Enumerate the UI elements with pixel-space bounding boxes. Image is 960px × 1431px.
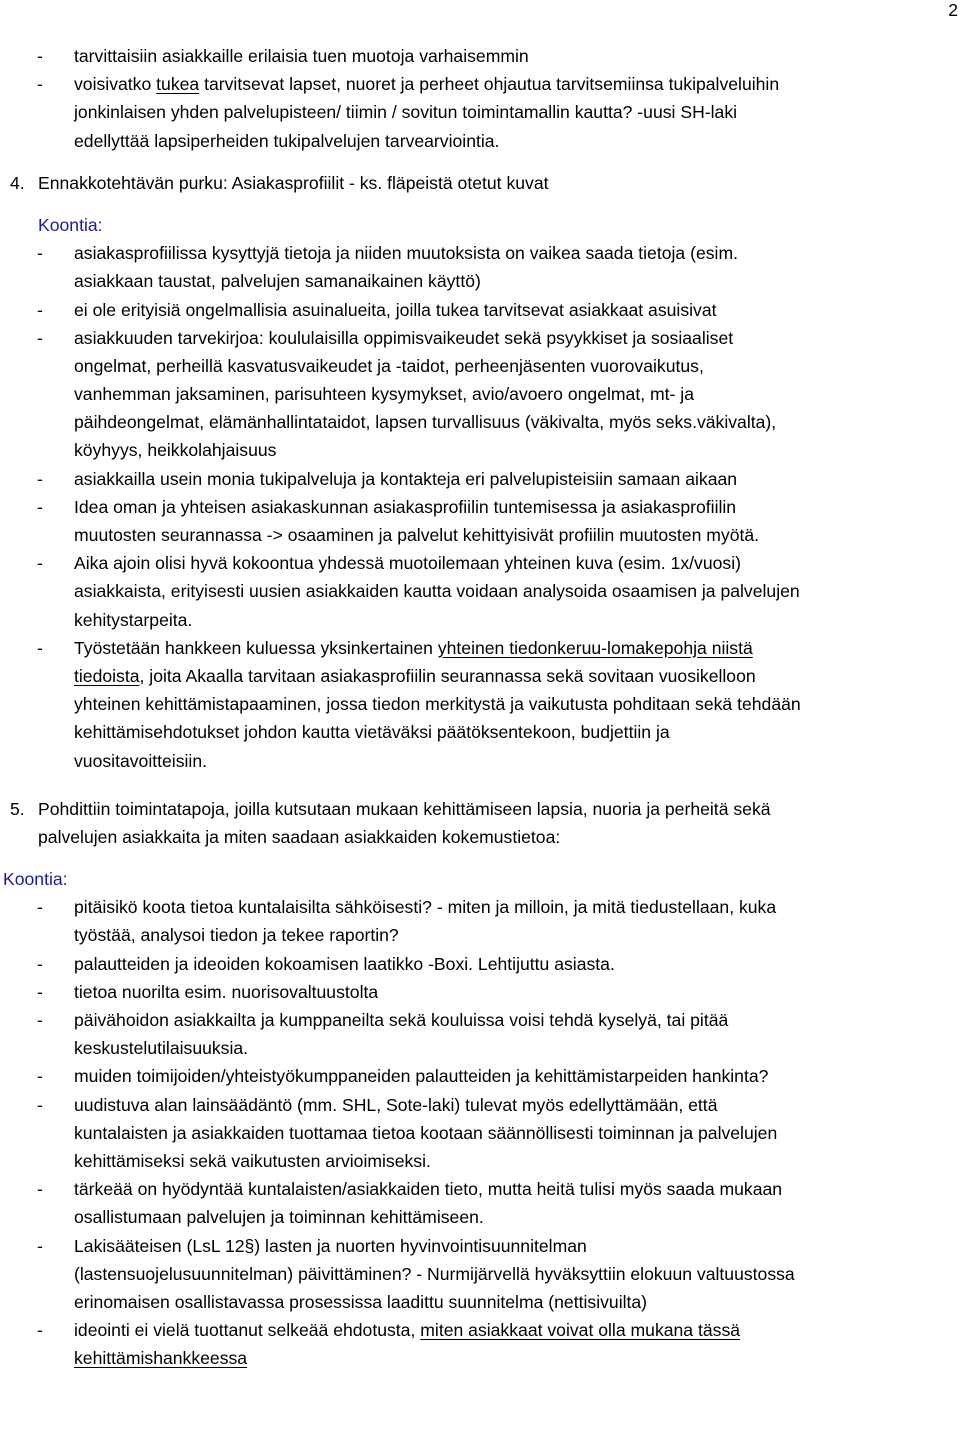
page-number: 2 — [948, 0, 958, 20]
koontia-label: Koontia: — [38, 214, 103, 235]
list-item-continuation: kuntalaisten ja asiakkaiden tuottamaa tietoa kootaan säännöllisesti toiminnan ja palvelujen — [74, 1122, 778, 1143]
list-item — [0, 42, 960, 70]
list-item: - ideointi ei vielä tuottanut selkeää ehdotusta, miten asiakkaat voivat olla mukana tässä — [37, 1320, 741, 1341]
list-item-continuation: tiedoista, joita Akaalla tarvitaan asiakasprofiilin seurannassa sekä sovitaan vuosikelloon — [74, 665, 756, 686]
list-item: - palautteiden ja ideoiden kokoamisen laatikko -Boxi. Lehtijuttu asiasta. — [37, 953, 615, 974]
list-item: - Aika ajoin olisi hyvä kokoontua yhdessä muotoilemaan yhteinen kuva (esim. 1x/vuosi) — [37, 553, 741, 574]
list-item-continuation: keskustelutilaisuuksia. — [74, 1038, 249, 1059]
underlined-text: kehittämishankkeessa — [74, 1348, 248, 1369]
list-item: - asiakkailla usein monia tukipalveluja ja kontakteja eri palvelupisteisiin samaan aikaan — [37, 468, 738, 489]
list-item-continuation: ongelmat, perheillä kasvatusvaikeudet ja -taidot, perheenjäsenten vuorovaikutus, — [74, 355, 704, 376]
section-title: Ennakkotehtävän purku: Asiakasprofiilit - ks. fläpeistä otetut kuvat — [38, 172, 549, 193]
list-item-continuation: edellyttää lapsiperheiden tukipalvelujen tarvearviointia. — [74, 130, 500, 151]
list-item-continuation: asiakkaan taustat, palvelujen samanaikainen käyttö) — [74, 271, 481, 292]
list-item-text: tarvittaisiin asiakkaille erilaisia tuen muotoja varhaisemmin — [74, 46, 529, 66]
list-item-continuation: yhteinen kehittämistapaaminen, jossa tiedon merkitystä ja vaikutusta pohditaan sekä tehdään — [74, 694, 801, 715]
list-item: - uudistuva alan lainsäädäntö (mm. SHL, Sote-laki) tulevat myös edellyttämään, että — [37, 1094, 718, 1115]
section-4-heading — [0, 169, 960, 197]
list-item-continuation: erinomaisen osallistavassa prosessissa laadittu suunnitelma (nettisivuilta) — [74, 1291, 648, 1312]
list-item: - tärkeää on hyödyntää kuntalaisten/asiakkaiden tieto, mutta heitä tulisi myös saada mukaan — [37, 1179, 783, 1200]
koontia-label: Koontia: — [3, 869, 68, 890]
list-item: - asiakkuuden tarvekirjoa: koululaisilla oppimisvaikeudet sekä psyykkiset ja sosiaaliset — [37, 327, 734, 348]
underlined-text: tiedoista — [74, 665, 140, 686]
list-item-continuation: kehittämisehdotukset johdon kautta vietäväksi päätöksentekoon, budjettiin ja — [74, 722, 670, 743]
list-item: - Idea oman ja yhteisen asiakaskunnan asiakasprofiilin tuntemisessa ja asiakasprofiilin — [37, 496, 737, 517]
underlined-text: yhteinen tiedonkeruu-lomakepohja niistä — [437, 637, 753, 658]
list-item-continuation: osallistumaan palvelujen ja toiminnan kehittämiseen. — [74, 1207, 484, 1228]
list-item: - päivähoidon asiakkailta ja kumppaneilta sekä kouluissa voisi tehdä kyselyä, tai pitää — [37, 1010, 729, 1030]
list-item-continuation: vanhemman jaksaminen, parisuhteen kysymykset, avio/avoero ongelmat, mt- ja — [74, 384, 694, 405]
list-item-continuation: (lastensuojelusuunnitelman) päivittäminen? - Nurmijärvellä hyväksyttiin elokuun valtuustossa — [74, 1263, 795, 1284]
list-item: - pitäisikö koota tietoa kuntalaisilta sähköisesti? - miten ja milloin, ja mitä tiedustellaan, kuka — [37, 897, 777, 918]
section-number: 5. — [10, 798, 25, 819]
list-item-continuation: köyhyys, heikkolahjaisuus — [74, 440, 277, 461]
list-item-continuation: työstää, analysoi tiedon ja tekee raportin? — [74, 925, 399, 946]
list-item — [0, 70, 960, 98]
list-item-continuation: vuositavoitteisiin. — [74, 750, 207, 771]
list-item-continuation — [0, 1344, 960, 1372]
list-item-continuation: muutosten seurannassa -> osaaminen ja palvelut kehittyisivät profiilin muutosten myötä. — [74, 525, 760, 545]
section-title-continuation: palvelujen asiakkaita ja miten saadaan asiakkaiden kokemustietoa: — [38, 826, 561, 847]
section-number: 4. — [10, 172, 25, 193]
list-item: - muiden toimijoiden/yhteistyökumppaneiden palautteiden ja kehittämistarpeiden hankinta? — [37, 1066, 769, 1087]
list-item-continuation: asiakkaista, erityisesti uusien asiakkaiden kautta voidaan analysoida osaamisen ja palvelujen — [74, 581, 800, 602]
list-item-continuation: kehitystarpeita. — [74, 609, 193, 630]
list-item: - ei ole erityisiä ongelmallisia asuinalueita, joilla tukea tarvitsevat asiakkaat asuisivat — [37, 299, 717, 320]
list-item: - Työstetään hankkeen kuluessa yksinkertainen yhteinen tiedonkeruu-lomakepohja niistä — [37, 637, 753, 658]
list-item: - asiakasprofiilissa kysyttyjä tietoja ja niiden muutoksista on vaikea saada tietoja (esim. — [37, 243, 738, 264]
section-5-heading — [0, 795, 960, 823]
underlined-text: miten asiakkaat voivat olla mukana tässä — [420, 1320, 741, 1341]
list-item-text: voisivatko tukea tarvitsevat lapset, nuoret ja perheet ohjautua tarvitsemiinsa tukipalveluihin — [74, 74, 780, 95]
list-item-continuation: kehittämiseksi sekä vaikutusten arvioimiseksi. — [74, 1150, 431, 1171]
section-title: Pohdittiin toimintatapoja, joilla kutsutaan mukaan kehittämiseen lapsia, nuoria ja perheitä sekä — [38, 798, 771, 819]
bullet-dash: - — [37, 74, 43, 95]
list-item: - tietoa nuorilta esim. nuorisovaltuustolta — [37, 981, 379, 1002]
bullet-dash: - — [37, 46, 43, 66]
document-body — [0, 42, 960, 1372]
list-item-continuation: jonkinlaisen yhden palvelupisteen/ tiimin / sovitun toimintamallin kautta? -uusi SH-laki — [74, 102, 738, 123]
underlined-text: tukea — [156, 74, 200, 95]
list-item-continuation: päihdeongelmat, elämänhallintataidot, lapsen turvallisuus (väkivalta, myös seks.väkivalta), — [74, 412, 777, 433]
list-item: - Lakisääteisen (LsL 12§) lasten ja nuorten hyvinvointisuunnitelman — [37, 1235, 587, 1256]
